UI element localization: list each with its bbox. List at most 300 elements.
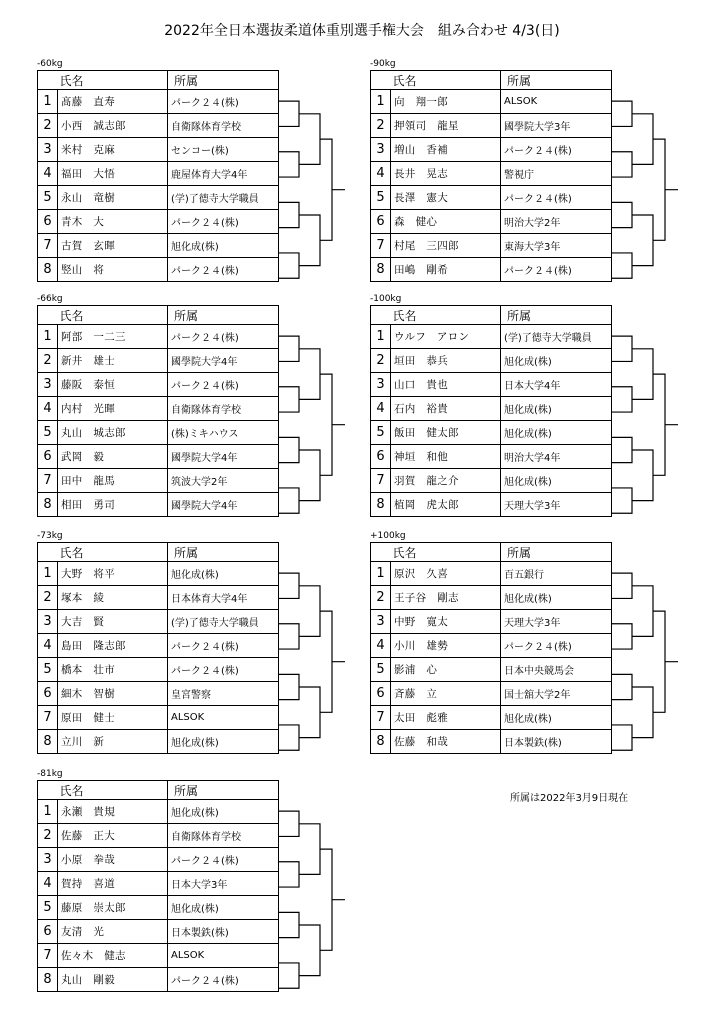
weight-category-block (37, 768, 347, 1000)
athlete-name: 丸山 剛毅 (58, 968, 168, 992)
athlete-affiliation: パーク２４(株) (168, 373, 279, 397)
bracket-line-round1 (611, 573, 632, 598)
table-row (38, 586, 279, 610)
athlete-affiliation: 旭化成(株) (168, 800, 279, 824)
table-header-row (38, 543, 279, 562)
seed-number: 5 (38, 658, 58, 682)
seed-number: 3 (38, 373, 58, 397)
athlete-affiliation: パーク２４(株) (168, 634, 279, 658)
athlete-name: 大吉 賢 (58, 610, 168, 634)
bracket-line-round1 (278, 437, 299, 462)
seed-number: 1 (38, 90, 58, 114)
table-row (371, 610, 612, 634)
table-row (38, 730, 279, 754)
bracket-line-round1 (278, 862, 299, 887)
table-row (38, 658, 279, 682)
table-row (38, 493, 279, 517)
table-row (38, 325, 279, 349)
table-row (38, 920, 279, 944)
table-row (371, 114, 612, 138)
athlete-name: 斉藤 立 (391, 682, 501, 706)
bracket-line-semifinal (632, 687, 653, 738)
seed-number: 7 (38, 706, 58, 730)
table-row (38, 421, 279, 445)
athlete-affiliation: 国士舘大学2年 (501, 682, 612, 706)
affiliation-column-header: 所属 (501, 543, 612, 562)
seed-column-header (38, 543, 58, 562)
bracket-line-round1 (278, 387, 299, 412)
bracket-line-semifinal (632, 450, 653, 501)
seed-column-header (371, 71, 391, 90)
table-row (38, 896, 279, 920)
table-row (38, 162, 279, 186)
athlete-name: 永瀬 貴規 (58, 800, 168, 824)
tournament-bracket (278, 542, 348, 764)
table-row (371, 325, 612, 349)
entry-table (370, 542, 612, 754)
table-header-row (371, 543, 612, 562)
table-row (371, 469, 612, 493)
weight-class-label: -90kg (370, 59, 396, 69)
athlete-affiliation: 旭化成(株) (168, 562, 279, 586)
bracket-line-semifinal (632, 114, 653, 165)
seed-number: 6 (38, 445, 58, 469)
tournament-bracket (611, 305, 681, 527)
athlete-affiliation: パーク２４(株) (168, 848, 279, 872)
entry-table (37, 70, 279, 282)
athlete-name: 相田 勇司 (58, 493, 168, 517)
table-row (38, 186, 279, 210)
athlete-affiliation: ALSOK (501, 90, 612, 114)
bracket-line-semifinal (299, 114, 320, 165)
table-row (38, 349, 279, 373)
weight-category-block (37, 58, 347, 290)
athlete-name: 細木 智樹 (58, 682, 168, 706)
entry-table (370, 305, 612, 517)
bracket-line-round1 (278, 624, 299, 649)
seed-number: 2 (38, 349, 58, 373)
athlete-affiliation: 旭化成(株) (501, 421, 612, 445)
athlete-name: 藤原 崇太郎 (58, 896, 168, 920)
seed-number: 3 (371, 138, 391, 162)
table-row (371, 186, 612, 210)
athlete-affiliation: 明治大学2年 (501, 210, 612, 234)
weight-class-label: -66kg (37, 294, 63, 304)
bracket-line-semifinal (299, 586, 320, 637)
bracket-line-round1 (278, 488, 299, 513)
athlete-affiliation: 日本体育大学4年 (168, 586, 279, 610)
name-column-header: 氏名 (391, 71, 501, 90)
table-header-row (38, 306, 279, 325)
athlete-name: 飯田 健太郎 (391, 421, 501, 445)
athlete-name: 内村 光暉 (58, 397, 168, 421)
seed-number: 3 (371, 610, 391, 634)
athlete-name: 阿部 一二三 (58, 325, 168, 349)
tournament-bracket (278, 780, 348, 1002)
table-row (38, 114, 279, 138)
name-column-header: 氏名 (58, 781, 168, 800)
bracket-line-round1 (278, 202, 299, 227)
tournament-bracket (278, 305, 348, 527)
weight-category-block (370, 293, 680, 525)
table-row (38, 800, 279, 824)
seed-number: 4 (38, 162, 58, 186)
bracket-line-final (320, 139, 345, 240)
athlete-name: 古賀 玄暉 (58, 234, 168, 258)
athlete-affiliation: 旭化成(株) (168, 730, 279, 754)
seed-number: 8 (371, 493, 391, 517)
table-row (371, 138, 612, 162)
bracket-line-round1 (611, 624, 632, 649)
athlete-affiliation: (株)ミキハウス (168, 421, 279, 445)
athlete-name: 小原 拳哉 (58, 848, 168, 872)
table-row (371, 234, 612, 258)
athlete-affiliation: 日本製鉄(株) (501, 730, 612, 754)
seed-number: 2 (38, 114, 58, 138)
table-row (38, 944, 279, 968)
athlete-name: 向 翔一郎 (391, 90, 501, 114)
bracket-line-semifinal (299, 215, 320, 266)
entry-table (37, 305, 279, 517)
athlete-name: 田中 龍馬 (58, 469, 168, 493)
athlete-name: 島田 隆志郎 (58, 634, 168, 658)
athlete-name: 武岡 毅 (58, 445, 168, 469)
bracket-line-semifinal (299, 824, 320, 875)
athlete-name: 友清 光 (58, 920, 168, 944)
athlete-affiliation: (学)了德寺大学職員 (501, 325, 612, 349)
bracket-line-round1 (611, 152, 632, 177)
athlete-name: 田嶋 剛希 (391, 258, 501, 282)
seed-column-header (38, 306, 58, 325)
athlete-name: 中野 寛太 (391, 610, 501, 634)
athlete-affiliation: 鹿屋体育大学4年 (168, 162, 279, 186)
athlete-name: 神垣 和他 (391, 445, 501, 469)
athlete-name: 藤阪 泰恒 (58, 373, 168, 397)
athlete-name: 永山 竜樹 (58, 186, 168, 210)
affiliation-column-header: 所属 (501, 71, 612, 90)
seed-number: 3 (38, 138, 58, 162)
seed-column-header (371, 306, 391, 325)
table-row (38, 610, 279, 634)
seed-number: 4 (38, 397, 58, 421)
athlete-affiliation: 筑波大学2年 (168, 469, 279, 493)
athlete-name: 佐々木 健志 (58, 944, 168, 968)
bracket-line-round1 (611, 101, 632, 126)
affiliation-column-header: 所属 (168, 543, 279, 562)
athlete-affiliation: 國學院大学4年 (168, 445, 279, 469)
bracket-line-final (320, 611, 345, 712)
seed-number: 2 (371, 586, 391, 610)
table-header-row (371, 306, 612, 325)
athlete-name: 原田 健士 (58, 706, 168, 730)
bracket-line-round1 (611, 336, 632, 361)
seed-number: 8 (38, 258, 58, 282)
athlete-name: 福田 大悟 (58, 162, 168, 186)
table-row (371, 493, 612, 517)
bracket-line-final (320, 374, 345, 475)
bracket-line-round1 (611, 674, 632, 699)
affiliation-column-header: 所属 (168, 306, 279, 325)
seed-number: 7 (371, 706, 391, 730)
weight-class-label: -73kg (37, 531, 63, 541)
name-column-header: 氏名 (391, 306, 501, 325)
table-header-row (38, 71, 279, 90)
seed-number: 5 (371, 658, 391, 682)
athlete-affiliation: パーク２４(株) (168, 325, 279, 349)
seed-number: 5 (371, 421, 391, 445)
athlete-affiliation: パーク２４(株) (501, 634, 612, 658)
athlete-affiliation: (学)了德寺大学職員 (168, 610, 279, 634)
athlete-affiliation: (学)了德寺大学職員 (168, 186, 279, 210)
table-row (38, 634, 279, 658)
athlete-affiliation: 天理大学3年 (501, 610, 612, 634)
athlete-affiliation: 皇宮警察 (168, 682, 279, 706)
bracket-line-round1 (278, 963, 299, 988)
seed-number: 6 (38, 210, 58, 234)
bracket-line-round1 (278, 253, 299, 278)
athlete-affiliation: 警視庁 (501, 162, 612, 186)
bracket-line-semifinal (299, 925, 320, 976)
seed-number: 6 (371, 682, 391, 706)
table-row (371, 586, 612, 610)
table-row (38, 210, 279, 234)
athlete-affiliation: パーク２４(株) (168, 90, 279, 114)
athlete-affiliation: 旭化成(株) (501, 706, 612, 730)
athlete-name: 植岡 虎太郎 (391, 493, 501, 517)
athlete-affiliation: ALSOK (168, 944, 279, 968)
seed-number: 5 (38, 186, 58, 210)
table-row (371, 210, 612, 234)
seed-number: 2 (371, 114, 391, 138)
seed-number: 7 (38, 234, 58, 258)
seed-number: 1 (371, 90, 391, 114)
tournament-bracket (611, 70, 681, 292)
table-row (38, 848, 279, 872)
seed-number: 1 (371, 325, 391, 349)
tournament-bracket (611, 542, 681, 764)
seed-number: 4 (38, 634, 58, 658)
seed-number: 8 (38, 730, 58, 754)
table-row (38, 706, 279, 730)
athlete-name: 塚本 綾 (58, 586, 168, 610)
athlete-affiliation: 旭化成(株) (501, 349, 612, 373)
bracket-line-round1 (278, 336, 299, 361)
seed-number: 1 (38, 325, 58, 349)
athlete-name: 小川 雄勢 (391, 634, 501, 658)
weight-category-block (370, 58, 680, 290)
seed-number: 4 (371, 634, 391, 658)
athlete-name: 村尾 三四郎 (391, 234, 501, 258)
table-row (371, 397, 612, 421)
athlete-name: 佐藤 正大 (58, 824, 168, 848)
table-row (38, 373, 279, 397)
athlete-name: 髙藤 直寿 (58, 90, 168, 114)
athlete-affiliation: パーク２４(株) (168, 658, 279, 682)
athlete-name: 長井 晃志 (391, 162, 501, 186)
bracket-line-round1 (278, 152, 299, 177)
affiliation-column-header: 所属 (168, 781, 279, 800)
table-row (371, 349, 612, 373)
affiliation-date-note: 所属は2022年3月9日現在 (510, 793, 629, 804)
athlete-affiliation: パーク２４(株) (501, 186, 612, 210)
entry-table (37, 542, 279, 754)
athlete-name: 増山 香補 (391, 138, 501, 162)
table-row (38, 562, 279, 586)
seed-number: 3 (38, 848, 58, 872)
table-row (38, 397, 279, 421)
seed-number: 8 (38, 968, 58, 992)
table-row (38, 90, 279, 114)
seed-number: 1 (38, 800, 58, 824)
athlete-affiliation: 旭化成(株) (501, 397, 612, 421)
athlete-affiliation: 旭化成(株) (501, 586, 612, 610)
seed-number: 4 (371, 397, 391, 421)
seed-number: 6 (38, 920, 58, 944)
weight-category-block (37, 293, 347, 525)
bracket-line-round1 (611, 437, 632, 462)
athlete-affiliation: 天理大学3年 (501, 493, 612, 517)
table-row (371, 730, 612, 754)
athlete-name: 原沢 久喜 (391, 562, 501, 586)
table-row (371, 421, 612, 445)
bracket-line-final (320, 849, 345, 950)
athlete-affiliation: 國學院大学4年 (168, 493, 279, 517)
weight-class-label: +100kg (370, 531, 406, 541)
athlete-name: 竪山 将 (58, 258, 168, 282)
athlete-name: 影浦 心 (391, 658, 501, 682)
seed-number: 1 (38, 562, 58, 586)
bracket-line-final (653, 139, 678, 240)
bracket-line-round1 (611, 725, 632, 750)
document-title: 2022年全日本選抜柔道体重別選手権大会 組み合わせ 4/3(日) (164, 23, 560, 39)
tournament-bracket (278, 70, 348, 292)
seed-number: 2 (38, 586, 58, 610)
athlete-affiliation: 東海大学3年 (501, 234, 612, 258)
seed-column-header (38, 781, 58, 800)
athlete-name: 太田 彪雅 (391, 706, 501, 730)
table-header-row (371, 71, 612, 90)
table-row (38, 445, 279, 469)
table-row (371, 562, 612, 586)
athlete-name: 垣田 恭兵 (391, 349, 501, 373)
seed-number: 5 (371, 186, 391, 210)
athlete-affiliation: 日本中央競馬会 (501, 658, 612, 682)
seed-number: 7 (371, 469, 391, 493)
bracket-line-round1 (278, 573, 299, 598)
athlete-affiliation: ALSOK (168, 706, 279, 730)
seed-number: 7 (371, 234, 391, 258)
table-row (371, 373, 612, 397)
athlete-affiliation: 自衛隊体育学校 (168, 824, 279, 848)
bracket-line-round1 (611, 488, 632, 513)
table-row (38, 258, 279, 282)
athlete-affiliation: パーク２４(株) (501, 258, 612, 282)
athlete-affiliation: パーク２４(株) (501, 138, 612, 162)
seed-number: 1 (371, 562, 391, 586)
table-row (371, 658, 612, 682)
athlete-name: 王子谷 剛志 (391, 586, 501, 610)
athlete-affiliation: パーク２４(株) (168, 258, 279, 282)
table-row (38, 682, 279, 706)
table-header-row (38, 781, 279, 800)
athlete-affiliation: 日本大学3年 (168, 872, 279, 896)
name-column-header: 氏名 (391, 543, 501, 562)
athlete-name: 大野 将平 (58, 562, 168, 586)
athlete-name: 米村 克麻 (58, 138, 168, 162)
athlete-name: 小西 誠志郎 (58, 114, 168, 138)
table-row (371, 682, 612, 706)
athlete-affiliation: 旭化成(株) (501, 469, 612, 493)
seed-number: 8 (371, 258, 391, 282)
athlete-affiliation: センコー(株) (168, 138, 279, 162)
athlete-name: 長澤 憲大 (391, 186, 501, 210)
athlete-name: 山口 貴也 (391, 373, 501, 397)
seed-number: 7 (38, 469, 58, 493)
bracket-line-round1 (278, 725, 299, 750)
bracket-line-semifinal (632, 215, 653, 266)
bracket-line-final (653, 611, 678, 712)
athlete-affiliation: 旭化成(株) (168, 896, 279, 920)
seed-number: 6 (371, 445, 391, 469)
bracket-line-semifinal (632, 586, 653, 637)
athlete-affiliation: 日本製鉄(株) (168, 920, 279, 944)
seed-column-header (38, 71, 58, 90)
athlete-affiliation: 國學院大学3年 (501, 114, 612, 138)
athlete-affiliation: 百五銀行 (501, 562, 612, 586)
seed-number: 3 (38, 610, 58, 634)
athlete-affiliation: 日本大学4年 (501, 373, 612, 397)
weight-category-block (370, 530, 680, 762)
seed-number: 2 (371, 349, 391, 373)
name-column-header: 氏名 (58, 71, 168, 90)
bracket-line-round1 (278, 674, 299, 699)
athlete-affiliation: 自衛隊体育学校 (168, 397, 279, 421)
name-column-header: 氏名 (58, 306, 168, 325)
table-row (371, 162, 612, 186)
weight-category-block (37, 530, 347, 762)
affiliation-column-header: 所属 (501, 306, 612, 325)
table-row (371, 258, 612, 282)
table-row (371, 445, 612, 469)
table-row (371, 634, 612, 658)
athlete-affiliation: 自衛隊体育学校 (168, 114, 279, 138)
athlete-name: 押領司 龍星 (391, 114, 501, 138)
athlete-name: ウルフ アロン (391, 325, 501, 349)
bracket-line-semifinal (299, 687, 320, 738)
bracket-line-final (653, 374, 678, 475)
bracket-line-semifinal (299, 450, 320, 501)
bracket-line-round1 (278, 912, 299, 937)
athlete-affiliation: 旭化成(株) (168, 234, 279, 258)
seed-number: 4 (38, 872, 58, 896)
table-row (38, 138, 279, 162)
seed-number: 6 (38, 682, 58, 706)
table-row (371, 706, 612, 730)
seed-number: 8 (371, 730, 391, 754)
table-row (38, 968, 279, 992)
seed-number: 2 (38, 824, 58, 848)
athlete-name: 羽賀 龍之介 (391, 469, 501, 493)
athlete-name: 丸山 城志郎 (58, 421, 168, 445)
athlete-name: 賀持 喜道 (58, 872, 168, 896)
athlete-affiliation: 國學院大学4年 (168, 349, 279, 373)
bracket-line-semifinal (299, 349, 320, 400)
name-column-header: 氏名 (58, 543, 168, 562)
entry-table (37, 780, 279, 992)
table-row (371, 90, 612, 114)
seed-number: 4 (371, 162, 391, 186)
affiliation-column-header: 所属 (168, 71, 279, 90)
